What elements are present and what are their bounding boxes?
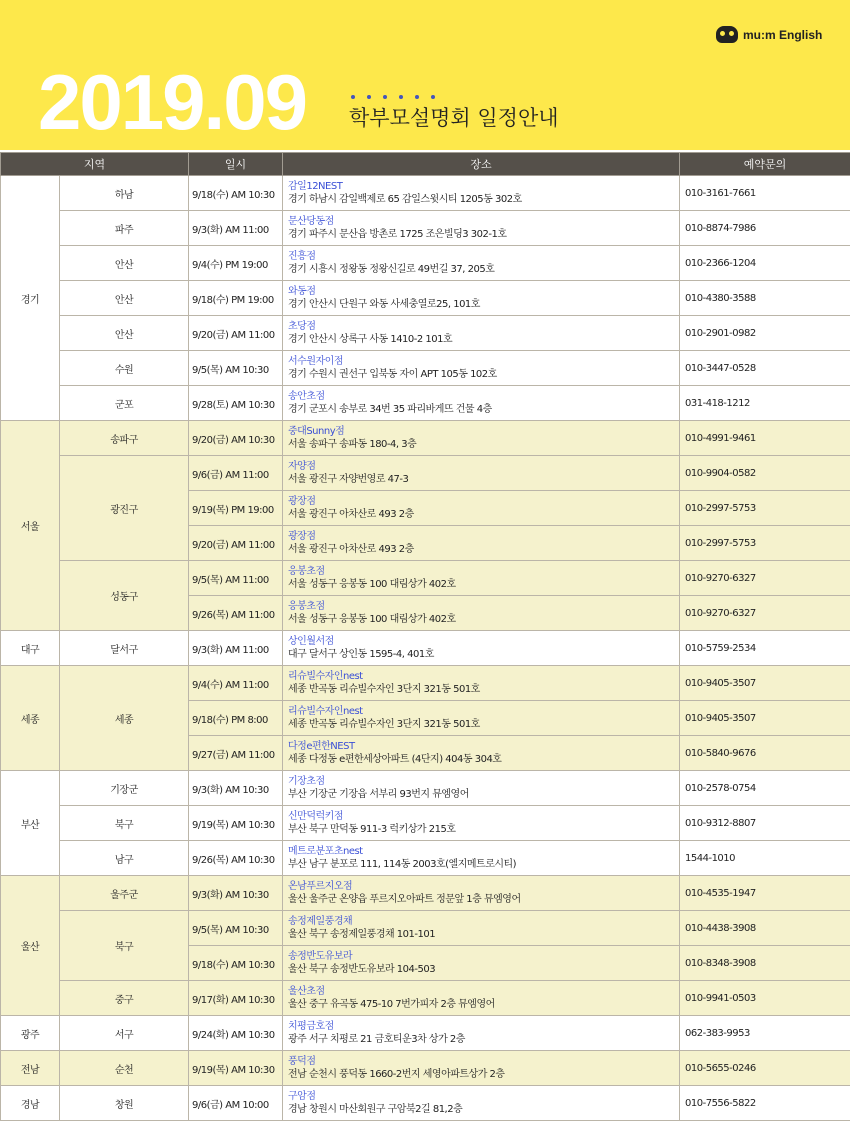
brand-logo [716,26,822,43]
table-row [1,841,850,876]
table-header-row [1,153,850,176]
reservation-phone: 010-2997-5753 [680,526,850,561]
table-row [1,211,850,246]
place-address: 서울 송파구 송파동 180-4, 3층 [288,439,417,450]
datetime-cell: 9/18(수) AM 10:30 [189,946,283,981]
place-name: 응봉초점 [288,566,325,577]
place-address: 세종 반곡동 리슈빌수자인 3단지 321동 501호 [288,684,480,695]
place-name: 서수원자이점 [288,356,343,367]
datetime-cell: 9/24(화) AM 10:30 [189,1016,283,1051]
datetime-cell: 9/3(화) AM 11:00 [189,631,283,666]
table-row [1,1086,850,1121]
place-name: 풍덕점 [288,1056,316,1067]
place-address: 서울 광진구 아차산로 493 2층 [288,544,414,555]
place-cell [283,491,680,526]
place-cell [283,1016,680,1051]
place-cell [283,1086,680,1121]
place-name: 송정제일풍경채 [288,916,353,927]
place-name: 와동점 [288,286,316,297]
datetime-cell: 9/27(금) AM 11:00 [189,736,283,771]
datetime-cell: 9/26(목) AM 10:30 [189,841,283,876]
place-address: 서울 광진구 아차산로 493 2층 [288,509,414,520]
place-name: 리슈빌수자인nest [288,671,363,682]
table-row [1,386,850,421]
place-cell [283,841,680,876]
reservation-phone: 010-4991-9461 [680,421,850,456]
place-cell [283,701,680,736]
datetime-cell: 9/3(화) AM 10:30 [189,771,283,806]
place-cell [283,386,680,421]
district-cell: 파주 [60,211,189,246]
datetime-cell: 9/17(화) AM 10:30 [189,981,283,1016]
district-cell: 남구 [60,841,189,876]
place-cell [283,1051,680,1086]
place-address: 경기 하남시 감일백제로 65 감일스윗시티 1205동 302호 [288,194,522,205]
header-banner [0,0,850,150]
place-name: 중대Sunny점 [288,426,345,437]
district-cell: 울주군 [60,876,189,911]
place-cell [283,561,680,596]
reservation-phone: 010-5759-2534 [680,631,850,666]
reservation-phone: 010-9405-3507 [680,666,850,701]
place-cell [283,351,680,386]
place-name: 감일12NEST [288,181,343,192]
place-name: 구암점 [288,1091,316,1102]
table-row [1,771,850,806]
column-header-datetime: 일시 [189,153,283,176]
table-row [1,981,850,1016]
column-header-region: 지역 [1,153,189,176]
district-cell: 안산 [60,281,189,316]
place-address: 울산 북구 송정반도유보라 104-503 [288,964,436,975]
datetime-cell: 9/19(목) AM 10:30 [189,806,283,841]
datetime-cell: 9/20(금) AM 11:00 [189,526,283,561]
reservation-phone: 010-9904-0582 [680,456,850,491]
datetime-cell: 9/19(목) PM 19:00 [189,491,283,526]
column-header-place: 장소 [283,153,680,176]
table-row [1,456,850,491]
reservation-phone: 010-5655-0246 [680,1051,850,1086]
column-header-reservation: 예약문의 [680,153,850,176]
place-address: 경남 창원시 마산회원구 구암북2길 81,2층 [288,1104,463,1115]
datetime-cell: 9/20(금) AM 10:30 [189,421,283,456]
place-address: 경기 수원시 권선구 입북동 자이 APT 105동 102호 [288,369,497,380]
place-cell [283,246,680,281]
place-cell [283,421,680,456]
datetime-cell: 9/19(목) AM 10:30 [189,1051,283,1086]
reservation-phone: 010-7556-5822 [680,1086,850,1121]
reservation-phone: 010-3161-7661 [680,176,850,211]
place-address: 부산 북구 만덕동 911-3 럭키상가 215호 [288,824,456,835]
place-cell [283,211,680,246]
reservation-phone: 010-2578-0754 [680,771,850,806]
reservation-phone: 010-9270-6327 [680,596,850,631]
place-name: 진흥점 [288,251,316,262]
place-address: 세종 다정동 e편한세상아파트 (4단지) 404동 304호 [288,754,502,765]
place-cell [283,771,680,806]
reservation-phone: 010-9941-0503 [680,981,850,1016]
region-cell: 서울 [1,421,60,631]
place-name: 초당점 [288,321,316,332]
reservation-phone: 010-8874-7986 [680,211,850,246]
table-row [1,351,850,386]
region-cell: 부산 [1,771,60,876]
district-cell: 군포 [60,386,189,421]
reservation-phone: 010-2997-5753 [680,491,850,526]
place-cell [283,946,680,981]
datetime-cell: 9/4(수) AM 11:00 [189,666,283,701]
place-cell [283,876,680,911]
table-row [1,281,850,316]
datetime-cell: 9/18(수) PM 19:00 [189,281,283,316]
schedule-table-body [1,176,850,1121]
region-cell: 대구 [1,631,60,666]
place-cell [283,666,680,701]
region-cell: 경남 [1,1086,60,1121]
place-name: 리슈빌수자인nest [288,706,363,717]
table-row [1,876,850,911]
place-address: 서울 광진구 자양번영로 47-3 [288,474,409,485]
reservation-phone: 010-9405-3507 [680,701,850,736]
region-cell: 광주 [1,1016,60,1051]
region-cell: 울산 [1,876,60,1016]
place-address: 울산 중구 유곡동 475-10 7번가피자 2층 뮤엠영어 [288,999,495,1010]
schedule-table [0,152,850,1121]
place-name: 문산당동점 [288,216,334,227]
place-name: 자양점 [288,461,316,472]
place-cell [283,981,680,1016]
place-cell [283,281,680,316]
datetime-cell: 9/18(수) AM 10:30 [189,176,283,211]
district-cell: 세종 [60,666,189,771]
place-name: 광장점 [288,496,316,507]
table-row [1,316,850,351]
datetime-cell: 9/28(토) AM 10:30 [189,386,283,421]
datetime-cell: 9/6(금) AM 11:00 [189,456,283,491]
place-cell [283,456,680,491]
reservation-phone: 062-383-9953 [680,1016,850,1051]
reservation-phone: 010-2366-1204 [680,246,850,281]
place-cell [283,176,680,211]
place-name: 치평금호점 [288,1021,334,1032]
datetime-cell: 9/3(화) AM 10:30 [189,876,283,911]
table-row [1,561,850,596]
reservation-phone: 010-9312-8807 [680,806,850,841]
place-name: 신만덕럭키점 [288,811,343,822]
region-cell: 세종 [1,666,60,771]
table-row [1,246,850,281]
district-cell: 창원 [60,1086,189,1121]
place-name: 기장초점 [288,776,325,787]
reservation-phone: 010-2901-0982 [680,316,850,351]
datetime-cell: 9/5(목) AM 10:30 [189,911,283,946]
table-row [1,666,850,701]
place-name: 다정e편한NEST [288,741,355,752]
place-name: 온남푸르지오점 [288,881,353,892]
district-cell: 중구 [60,981,189,1016]
place-cell [283,631,680,666]
place-name: 상인월서점 [288,636,334,647]
place-address: 대구 달서구 상인동 1595-4, 401호 [288,649,434,660]
datetime-cell: 9/6(금) AM 10:00 [189,1086,283,1121]
place-address: 경기 안산시 단원구 와동 사세충열로25, 101호 [288,299,480,310]
decorative-dots [351,95,435,99]
table-row [1,1016,850,1051]
place-name: 송안초점 [288,391,325,402]
table-row [1,806,850,841]
place-address: 서울 성동구 응봉동 100 대림상가 402호 [288,614,456,625]
table-row [1,631,850,666]
place-cell [283,736,680,771]
district-cell: 달서구 [60,631,189,666]
place-cell [283,806,680,841]
datetime-cell: 9/20(금) AM 11:00 [189,316,283,351]
place-address: 울산 울주군 온양읍 푸르지오아파트 정문앞 1층 뮤엠영어 [288,894,521,905]
district-cell: 순천 [60,1051,189,1086]
place-name: 광장점 [288,531,316,542]
reservation-phone: 1544-1010 [680,841,850,876]
reservation-phone: 010-4535-1947 [680,876,850,911]
place-cell [283,596,680,631]
page-title: 2019.09 [38,58,306,146]
datetime-cell: 9/3(화) AM 11:00 [189,211,283,246]
datetime-cell: 9/5(목) AM 11:00 [189,561,283,596]
district-cell: 수원 [60,351,189,386]
region-cell: 전남 [1,1051,60,1086]
place-cell [283,316,680,351]
district-cell: 안산 [60,246,189,281]
district-cell: 북구 [60,911,189,981]
datetime-cell: 9/4(수) PM 19:00 [189,246,283,281]
place-cell [283,911,680,946]
datetime-cell: 9/26(목) AM 11:00 [189,596,283,631]
place-address: 경기 군포시 송부로 34번 35 파리바게뜨 건물 4층 [288,404,492,415]
reservation-phone: 010-9270-6327 [680,561,850,596]
table-row [1,176,850,211]
place-address: 전남 순천시 풍덕동 1660-2번지 세영아파트상가 2층 [288,1069,505,1080]
table-row [1,1051,850,1086]
place-name: 메트로분포초nest [288,846,363,857]
place-address: 울산 북구 송정제일풍경채 101-101 [288,929,436,940]
datetime-cell: 9/18(수) PM 8:00 [189,701,283,736]
logo-text: mu:m English [743,27,823,42]
reservation-phone: 010-3447-0528 [680,351,850,386]
reservation-phone: 010-8348-3908 [680,946,850,981]
place-address: 경기 시흥시 정왕동 정왕신길로 49번길 37, 205호 [288,264,495,275]
place-address: 경기 파주시 문산읍 방촌로 1725 조은빌딩3 302-1호 [288,229,507,240]
place-name: 송정반도유보라 [288,951,353,962]
reservation-phone: 010-4380-3588 [680,281,850,316]
place-address: 부산 기장군 기장읍 서부리 93번지 뮤엠영어 [288,789,469,800]
district-cell: 송파구 [60,421,189,456]
reservation-phone: 010-4438-3908 [680,911,850,946]
owl-logo-icon [716,26,738,43]
page-subtitle: 학부모설명회 일정안내 [349,106,559,130]
place-name: 울산초점 [288,986,325,997]
region-cell: 경기 [1,176,60,421]
table-row [1,911,850,946]
place-address: 세종 반곡동 리슈빌수자인 3단지 321동 501호 [288,719,480,730]
datetime-cell: 9/5(목) AM 10:30 [189,351,283,386]
reservation-phone: 031-418-1212 [680,386,850,421]
place-address: 서울 성동구 응봉동 100 대림상가 402호 [288,579,456,590]
place-cell [283,526,680,561]
district-cell: 기장군 [60,771,189,806]
district-cell: 북구 [60,806,189,841]
reservation-phone: 010-5840-9676 [680,736,850,771]
place-address: 경기 안산시 상록구 사동 1410-2 101호 [288,334,453,345]
district-cell: 서구 [60,1016,189,1051]
table-row [1,421,850,456]
district-cell: 광진구 [60,456,189,561]
place-name: 응봉초점 [288,601,325,612]
place-address: 부산 남구 분포로 111, 114동 2003호(엘지메트로시티) [288,859,517,870]
district-cell: 하남 [60,176,189,211]
place-address: 광주 서구 치평로 21 금호티운3차 상가 2층 [288,1034,465,1045]
district-cell: 안산 [60,316,189,351]
district-cell: 성동구 [60,561,189,631]
